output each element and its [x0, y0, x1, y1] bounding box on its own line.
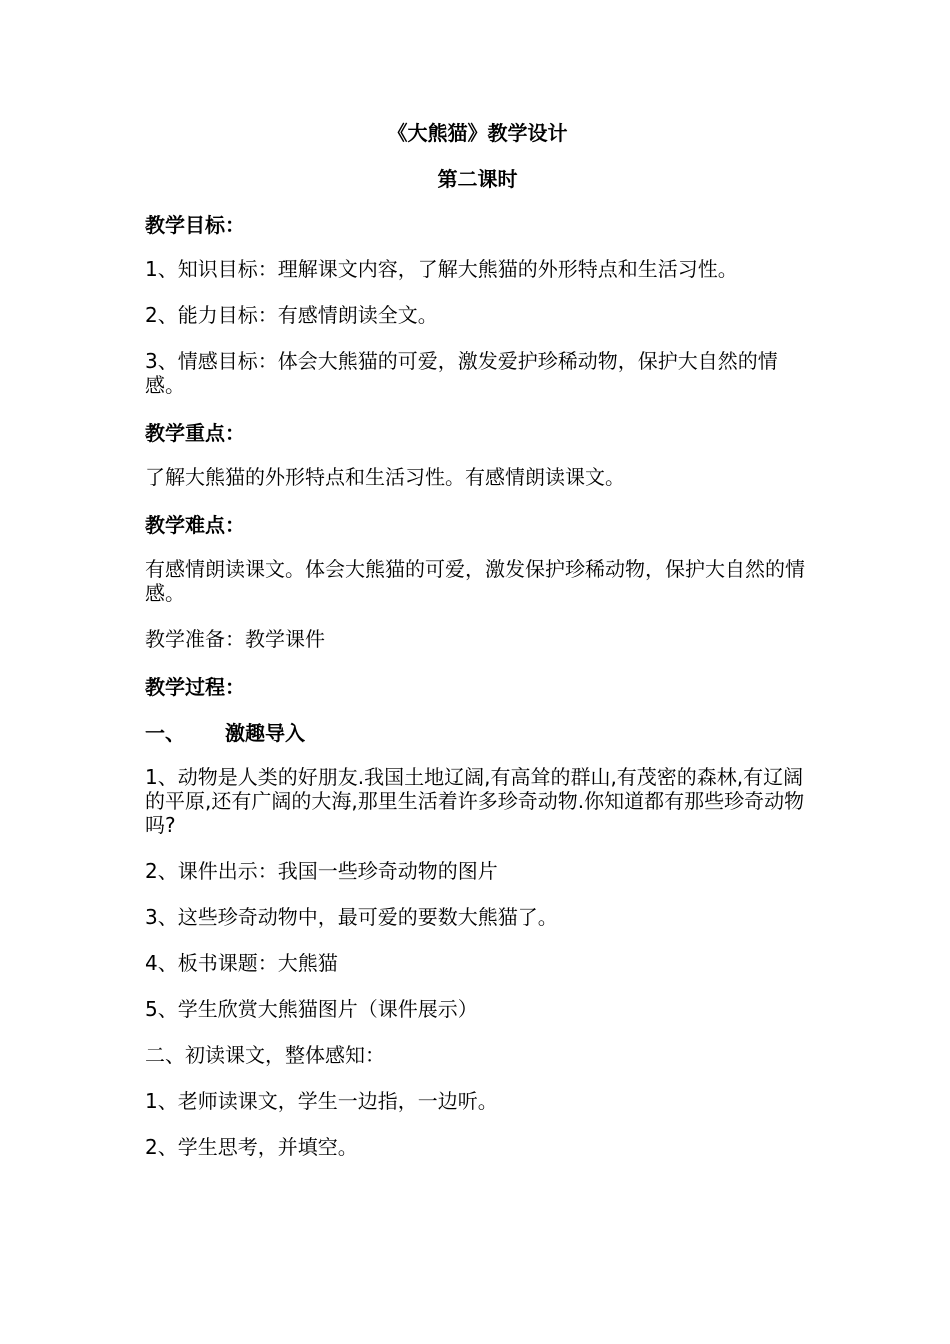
- section-1-number: 一、: [145, 721, 185, 745]
- section-1-item: 1、动物是人类的好朋友.我国土地辽阔,有高耸的群山,有茂密的森林,有辽阔的平原,还有广阔的大海,那里生活着许多珍奇动物.你知道都有那些珍奇动物吗?: [145, 765, 805, 837]
- section-2-heading: 二、初读课文，整体感知：: [145, 1043, 385, 1067]
- key-points-heading: 教学重点：: [145, 421, 245, 445]
- section-1-item: 5、学生欣赏大熊猫图片（课件展示）: [145, 997, 478, 1021]
- difficulties-text: 有感情朗读课文。体会大熊猫的可爱，激发保护珍稀动物，保护大自然的情感。: [145, 557, 805, 605]
- section-2-item: 2、学生思考，并填空。: [145, 1135, 358, 1159]
- goals-heading: 教学目标：: [145, 213, 245, 237]
- section-1-item: 2、课件出示：我国一些珍奇动物的图片: [145, 859, 498, 883]
- goal-item: 1、知识目标：理解课文内容，了解大熊猫的外形特点和生活习性。: [145, 257, 738, 281]
- preparation-text: 教学准备：教学课件: [145, 627, 325, 651]
- section-2-item: 1、老师读课文，学生一边指，一边听。: [145, 1089, 498, 1113]
- difficulties-heading: 教学难点：: [145, 513, 245, 537]
- document-content: [145, 119, 810, 1181]
- lesson-subtitle: 第二课时: [437, 167, 518, 191]
- goal-item: 2、能力目标：有感情朗读全文。: [145, 303, 438, 327]
- section-1-item: 3、这些珍奇动物中，最可爱的要数大熊猫了。: [145, 905, 558, 929]
- document-title: 《大熊猫》教学设计: [387, 121, 568, 145]
- key-points-text: 了解大熊猫的外形特点和生活习性。有感情朗读课文。: [145, 465, 625, 489]
- section-1-item: 4、板书课题：大熊猫: [145, 951, 338, 975]
- section-1-heading: [145, 719, 810, 747]
- goal-item: 3、情感目标：体会大熊猫的可爱，激发爱护珍稀动物，保护大自然的情感。: [145, 349, 778, 397]
- process-heading: 教学过程：: [145, 675, 245, 699]
- section-1-title: 激趣导入: [225, 721, 305, 745]
